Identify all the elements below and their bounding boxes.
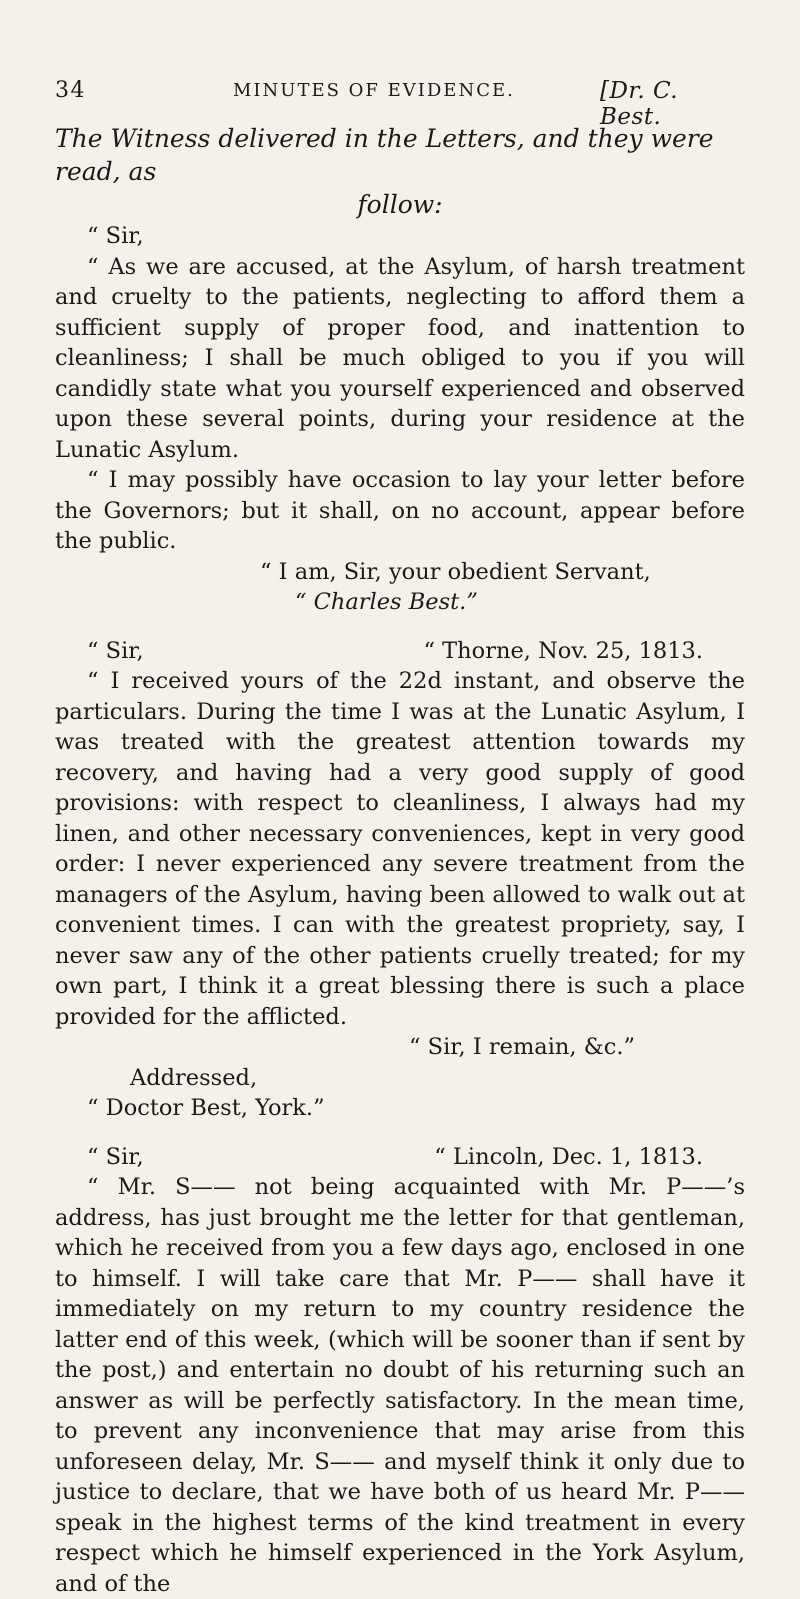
running-title: MINUTES OF EVIDENCE. [233,80,515,101]
letter-3-salutation: “ Sir, [87,1142,144,1173]
letter-3 [55,1142,745,1599]
letter-2-salutation: “ Sir, [87,636,144,667]
letter-1-salutation: “ Sir, [55,221,745,252]
letter-2 [55,636,745,1124]
letter-2-heading [55,636,745,667]
letter-1-paragraph-2: “ I may possibly have occasion to lay your letter before the Governors; but it shall, on no account, appear before the public. [55,465,745,557]
letter-3-heading [55,1142,745,1173]
letter-2-place-date: “ Thorne, Nov. 25, 1813. [424,636,704,667]
running-witness: [Dr. C. Best. [600,78,745,130]
letter-2-paragraph-1: “ I received yours of the 22d instant, and observe the particulars. During the time I was at the Lunatic Asylum, I was treated with the greatest attention towards my recovery, and having had a very good supply of good provisions: with respect to cleanliness, I always had my linen, and other necessary conveniences, kept in very good order: I never experienced any severe treatment from the managers of the Asylum, having been allowed to walk out at convenient times. I can with the greatest propriety, say, I never saw any of the other patients cruelly treated; for my own part, I think it a great blessing there is such a place provided for the afflicted. [55,666,745,1032]
letter-2-addressee: “ Doctor Best, York.” [55,1093,745,1124]
intro-line-1: The Witness delivered in the Letters, and they were read, as [55,124,714,186]
letter-1-signature: “ Charles Best.” [55,587,745,618]
page-number: 34 [55,78,86,103]
intro-heading [55,122,745,221]
letter-2-closing: “ Sir, I remain, &c.” [55,1032,745,1063]
letter-1-paragraph-1: “ As we are accused, at the Asylum, of harsh treatment and cruelty to the patients, neglecting to afford them a sufficient supply of proper food, and inattention to cleanliness; I shall be much obliged to you if you will candidly state what you yourself experienced and observed upon these several points, during your residence at the Lunatic Asylum. [55,252,745,466]
letter-3-place-date: “ Lincoln, Dec. 1, 1813. [434,1142,703,1173]
letter-3-paragraph-1: “ Mr. S—— not being acquainted with Mr. P——’s address, has just brought me the letter for that gentleman, which he received from you a few days ago, enclosed in one to himself. I will take care that Mr. P—— shall have it immediately on my return to my country residence the latter end of this week, (which will be sooner than if sent by the post,) and entertain no doubt of his returning such an answer as will be perfectly satisfactory. In the mean time, to prevent any inconvenience that may arise from this unforeseen delay, Mr. S—— and myself think it only due to justice to declare, that we have both of us heard Mr. P—— speak in the highest terms of the kind treatment in every respect which he himself experienced in the York Asylum, and of the [55,1172,745,1599]
letter-1-closing: “ I am, Sir, your obedient Servant, [55,557,745,588]
intro-line-2: follow: [55,188,745,221]
page-header [55,78,745,112]
letter-1 [55,221,745,618]
letter-2-addressed: Addressed, [55,1063,745,1094]
